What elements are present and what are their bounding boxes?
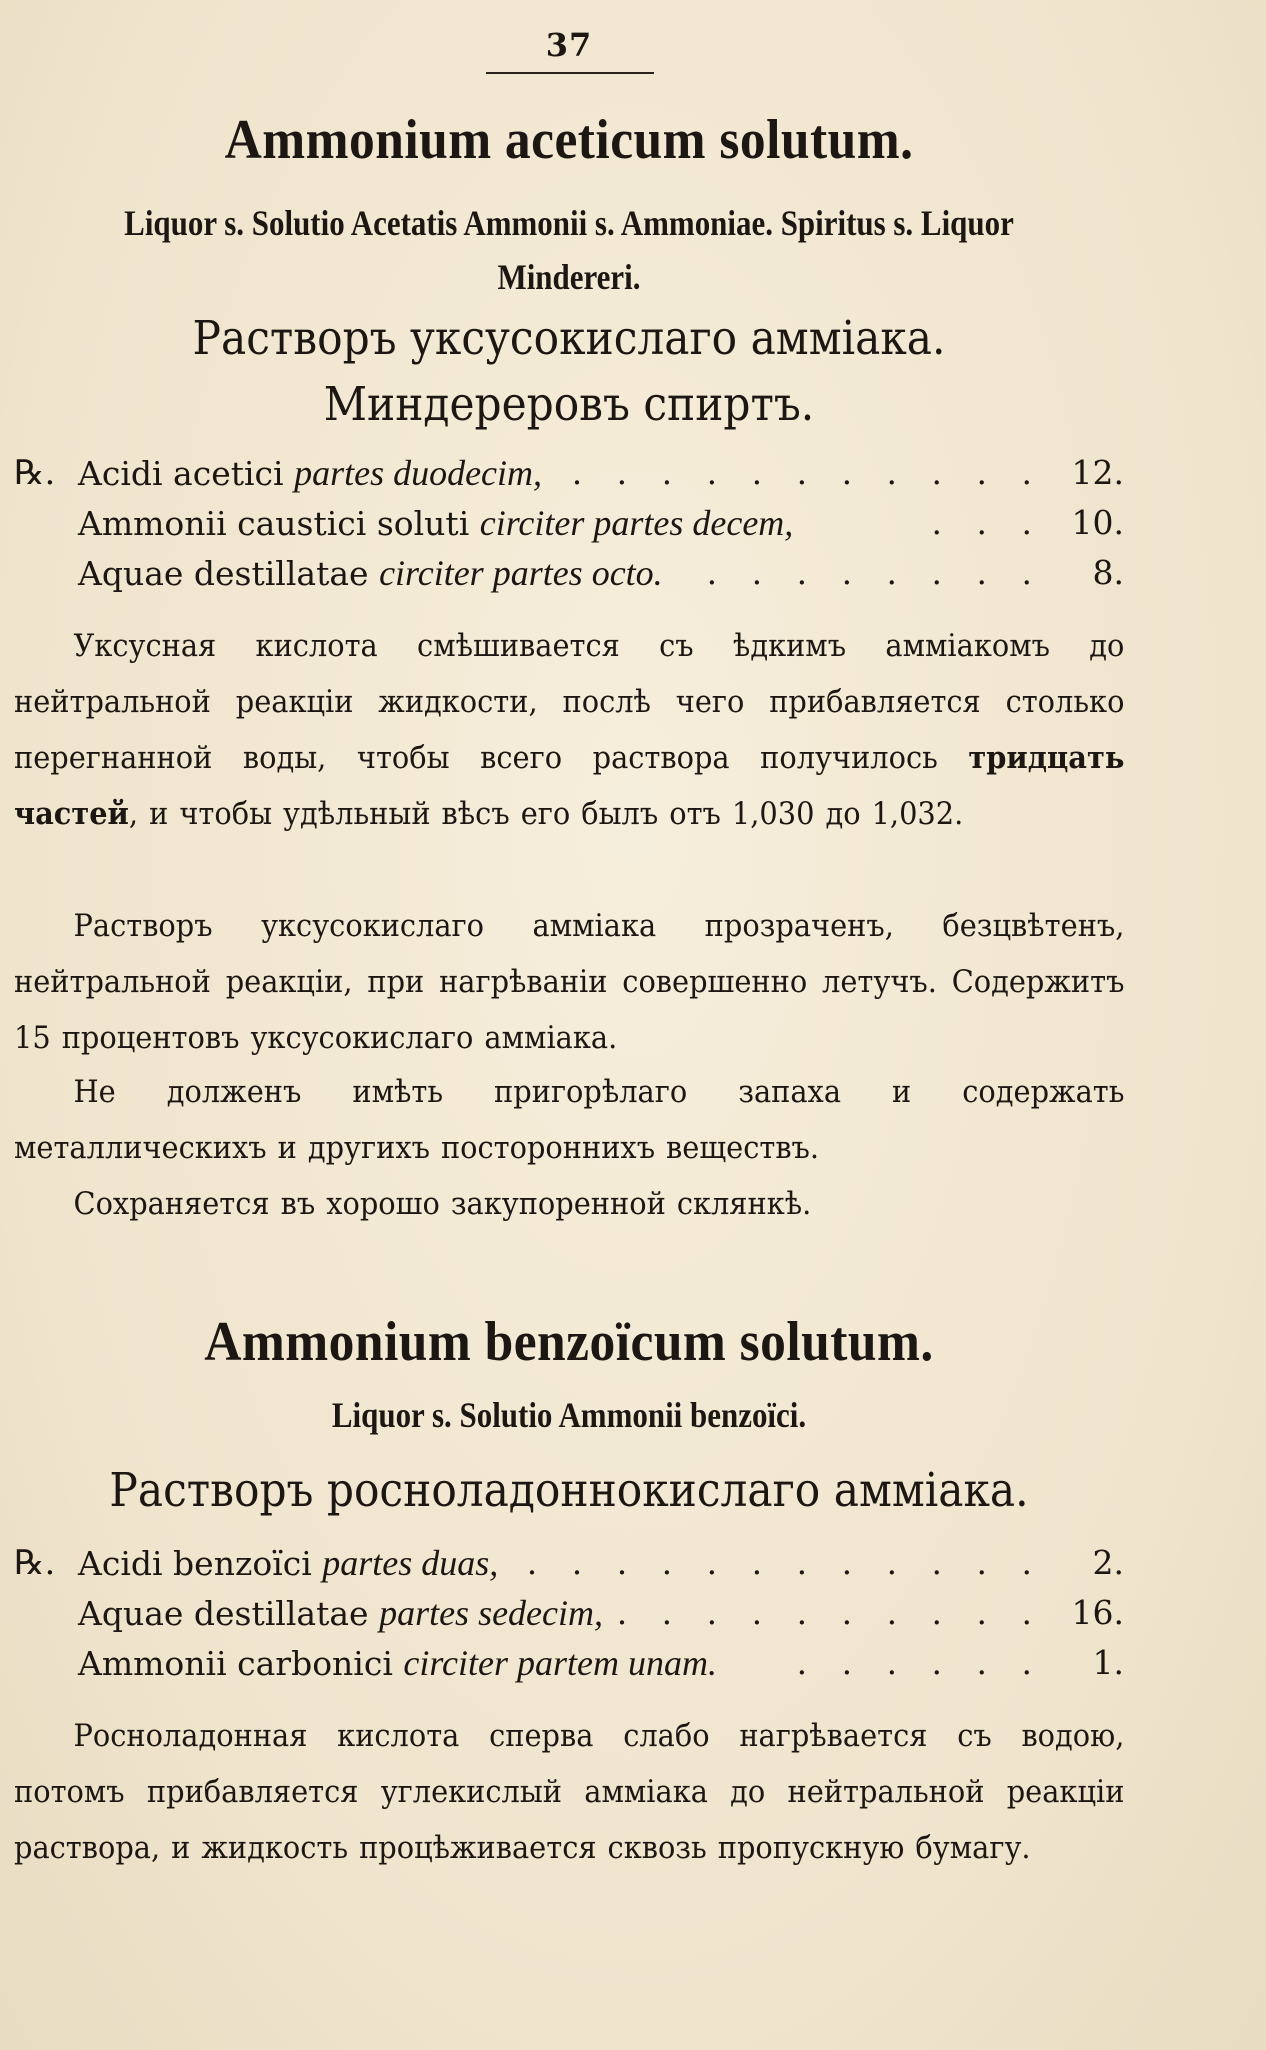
recipe-symbol: ℞. xyxy=(14,1543,56,1583)
paragraph-text: Сохраняется въ хорошо закупоренной склянкѣ. xyxy=(73,1186,812,1222)
recipe-ingredient xyxy=(78,1538,498,1589)
section1-paragraph-4 xyxy=(14,1176,1124,1232)
ingredient-name: Acidi benzoïci xyxy=(78,1544,312,1583)
ingredient-name: Ammonii caustici soluti xyxy=(78,504,470,543)
recipe-line xyxy=(14,548,1124,598)
ingredient-quantity: circiter partem unam. xyxy=(403,1643,718,1683)
paragraph-text: Уксусная кислота смѣшивается съ ѣдкимъ амміакомъ до нейтральной реакціи жидкости, послѣ чего прибавляется столько перегнанной воды, чтобы всего раствора получилось xyxy=(14,628,1125,776)
book-page xyxy=(14,0,1124,2050)
recipe-line xyxy=(14,498,1124,548)
page-number: 37 xyxy=(545,26,593,64)
section2-synonyms: Liquor s. Solutio Ammonii benzoïci. xyxy=(331,1395,807,1435)
ingredient-amount: 16. xyxy=(1071,1593,1124,1632)
recipe-ingredient xyxy=(78,498,793,549)
paragraph-text: Не долженъ имѣть пригорѣлаго запаха и содержать металлическихъ и другихъ посторонниxъ веществъ. xyxy=(14,1074,1125,1166)
section1-paragraph-1 xyxy=(14,618,1124,842)
section2-recipe xyxy=(14,1538,1124,1688)
leader-dots: . . . . . . xyxy=(796,1643,1044,1682)
ingredient-quantity: partes sedecim, xyxy=(379,1593,604,1633)
ingredient-quantity: partes duodecim, xyxy=(294,453,543,493)
ingredient-amount: 8. xyxy=(1092,553,1124,592)
section1-paragraph-3 xyxy=(14,1064,1124,1176)
leader-dots: . . . . . . . . . . xyxy=(616,1593,1044,1632)
leader-dots: . . . . . . . . xyxy=(706,553,1044,592)
ingredient-amount: 2. xyxy=(1092,1543,1124,1582)
ingredient-name: Acidi acetici xyxy=(78,454,284,493)
recipe-line xyxy=(14,448,1124,498)
paragraph-text: Росноладонная кислота сперва слабо нагрѣвается съ водою, потомъ прибавляется углекислый амміака до нейтральной реакціи раствора, и жидкость процѣживается сквозь пропускную бумагу. xyxy=(14,1718,1125,1866)
ingredient-name: Aquae destillatae xyxy=(78,1594,369,1633)
recipe-line xyxy=(14,1638,1124,1688)
leader-dots: . . . . . . . . . . . xyxy=(571,453,1044,492)
section2-russian-title: Растворъ росноладоннокислаго амміака. xyxy=(109,1463,1029,1518)
recipe-ingredient xyxy=(78,1588,603,1639)
section2-title: Ammonium benzoïcum solutum. xyxy=(204,1311,934,1373)
page-number-rule xyxy=(486,72,654,74)
section1-synonyms: Liquor s. Solutio Acetatis Ammonii s. Ammoniae. Spiritus s. Liquor Mindereri. xyxy=(124,203,1014,297)
section1-paragraph-2 xyxy=(14,898,1124,1066)
ingredient-amount: 10. xyxy=(1071,503,1124,542)
ingredient-quantity: circiter partes decem, xyxy=(479,503,794,543)
section2-paragraph-1 xyxy=(14,1708,1124,1876)
recipe-ingredient xyxy=(78,448,542,499)
ingredient-amount: 12. xyxy=(1071,453,1124,492)
leader-dots: . . . xyxy=(931,503,1044,542)
ingredient-name: Ammonii carbonici xyxy=(78,1644,393,1683)
paragraph-text: , и чтобы удѣльный вѣсъ его былъ отъ 1,030 до 1,032. xyxy=(128,796,964,832)
recipe-line xyxy=(14,1588,1124,1638)
ingredient-amount: 1. xyxy=(1092,1643,1124,1682)
section1-russian-title: Растворъ уксусокислаго амміака. Миндереровъ спиртъ. xyxy=(192,311,946,432)
recipe-symbol: ℞. xyxy=(14,453,56,493)
section1-recipe xyxy=(14,448,1124,598)
paragraph-text: Растворъ уксусокислаго амміака прозраченъ, безцвѣтенъ, нейтральной реакціи, при нагрѣваніи совершенно летучъ. Содержитъ 15 процентовъ уксусокислаго амміака. xyxy=(14,908,1125,1056)
leader-dots: . . . . . . . . . . . . xyxy=(526,1543,1044,1582)
paragraph-emphasis: тридцать частей xyxy=(14,740,1125,832)
section1-title: Ammonium aceticum solutum. xyxy=(224,109,914,171)
recipe-ingredient xyxy=(78,548,663,599)
recipe-ingredient xyxy=(78,1638,717,1689)
ingredient-name: Aquae destillatae xyxy=(78,554,369,593)
recipe-line xyxy=(14,1538,1124,1588)
ingredient-quantity: circiter partes octo. xyxy=(379,553,663,593)
ingredient-quantity: partes duas, xyxy=(322,1543,499,1583)
